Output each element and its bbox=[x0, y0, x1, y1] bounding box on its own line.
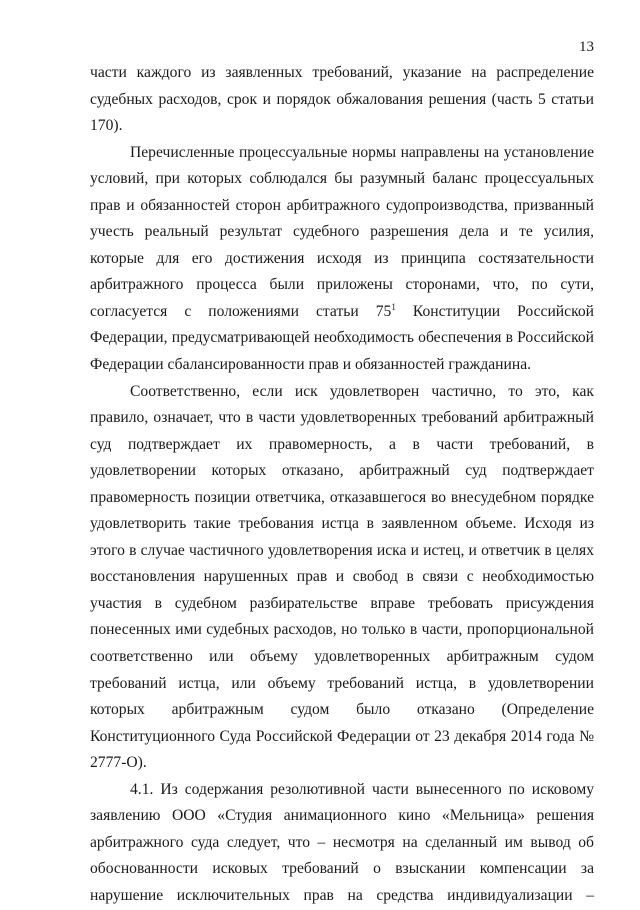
paragraph-procedural-norms bbox=[90, 140, 594, 379]
paragraph-text: Перечисленные процессуальные нормы направлены на установление условий, при которых соблюдался бы разумный баланс процессуальных прав и обязанностей сторон арбитражного судопроизводства, призванный учесть реальный результат судебного разрешения дела и те усилия, которые для его достижения исходя из принципа состязательности арбитражного процесса были приложены сторонами, что, по сути, согласуется с положениями статьи 75 bbox=[90, 143, 594, 320]
article-superscript: 1 bbox=[391, 301, 396, 312]
paragraph-partial-claim: Соответственно, если иск удовлетворен частично, то это, как правило, означает, что в части удовлетворенных требований арбитражный суд подтверждает их правомерность, а в части требований, в удовлетворении которых отказано, арбитражный суд подтверждает правомерность позиции ответчика, отказавшегося во внесудебном порядке удовлетворить такие требования истца в заявленном объеме. Исходя из этого в случае частичного удовлетворения иска и истец, и ответчик в целях восстановления нарушенных прав и свобод в связи с необходимостью участия в судебном разбирательстве вправе требовать присуждения понесенных ими судебных расходов, но только в части, пропорциональной соответственно или объему удовлетворенных арбитражным судом требований истца, или объему требований истца, в удовлетворении которых арбитражным судом было отказано (Определение Конституционного Суда Российской Федерации от 23 декабря 2014 года № 2777-О). bbox=[90, 382, 594, 772]
paragraph-section-4-1: 4.1. Из содержания резолютивной части вынесенного по исковому заявлению ООО «Студия анимационного кино «Мельница» решения арбитражного суда следует, что – несмотря на сделанный им вывод об обоснованности исковых требований о взыскании компенсации за нарушение исключительных прав на средства индивидуализации – bbox=[90, 780, 594, 904]
paragraph-continued: части каждого из заявленных требований, указание на распределение судебных расходов, срок и порядок обжалования решения (часть 5 статьи 170). bbox=[90, 64, 594, 135]
document-body bbox=[90, 60, 594, 910]
page-number: 13 bbox=[579, 39, 594, 55]
paragraph-text: Конституции Российской Федерации, предусматривающей необходимость обеспечения в Российской Федерации сбалансированности прав и обязанностей гражданина. bbox=[90, 302, 594, 374]
